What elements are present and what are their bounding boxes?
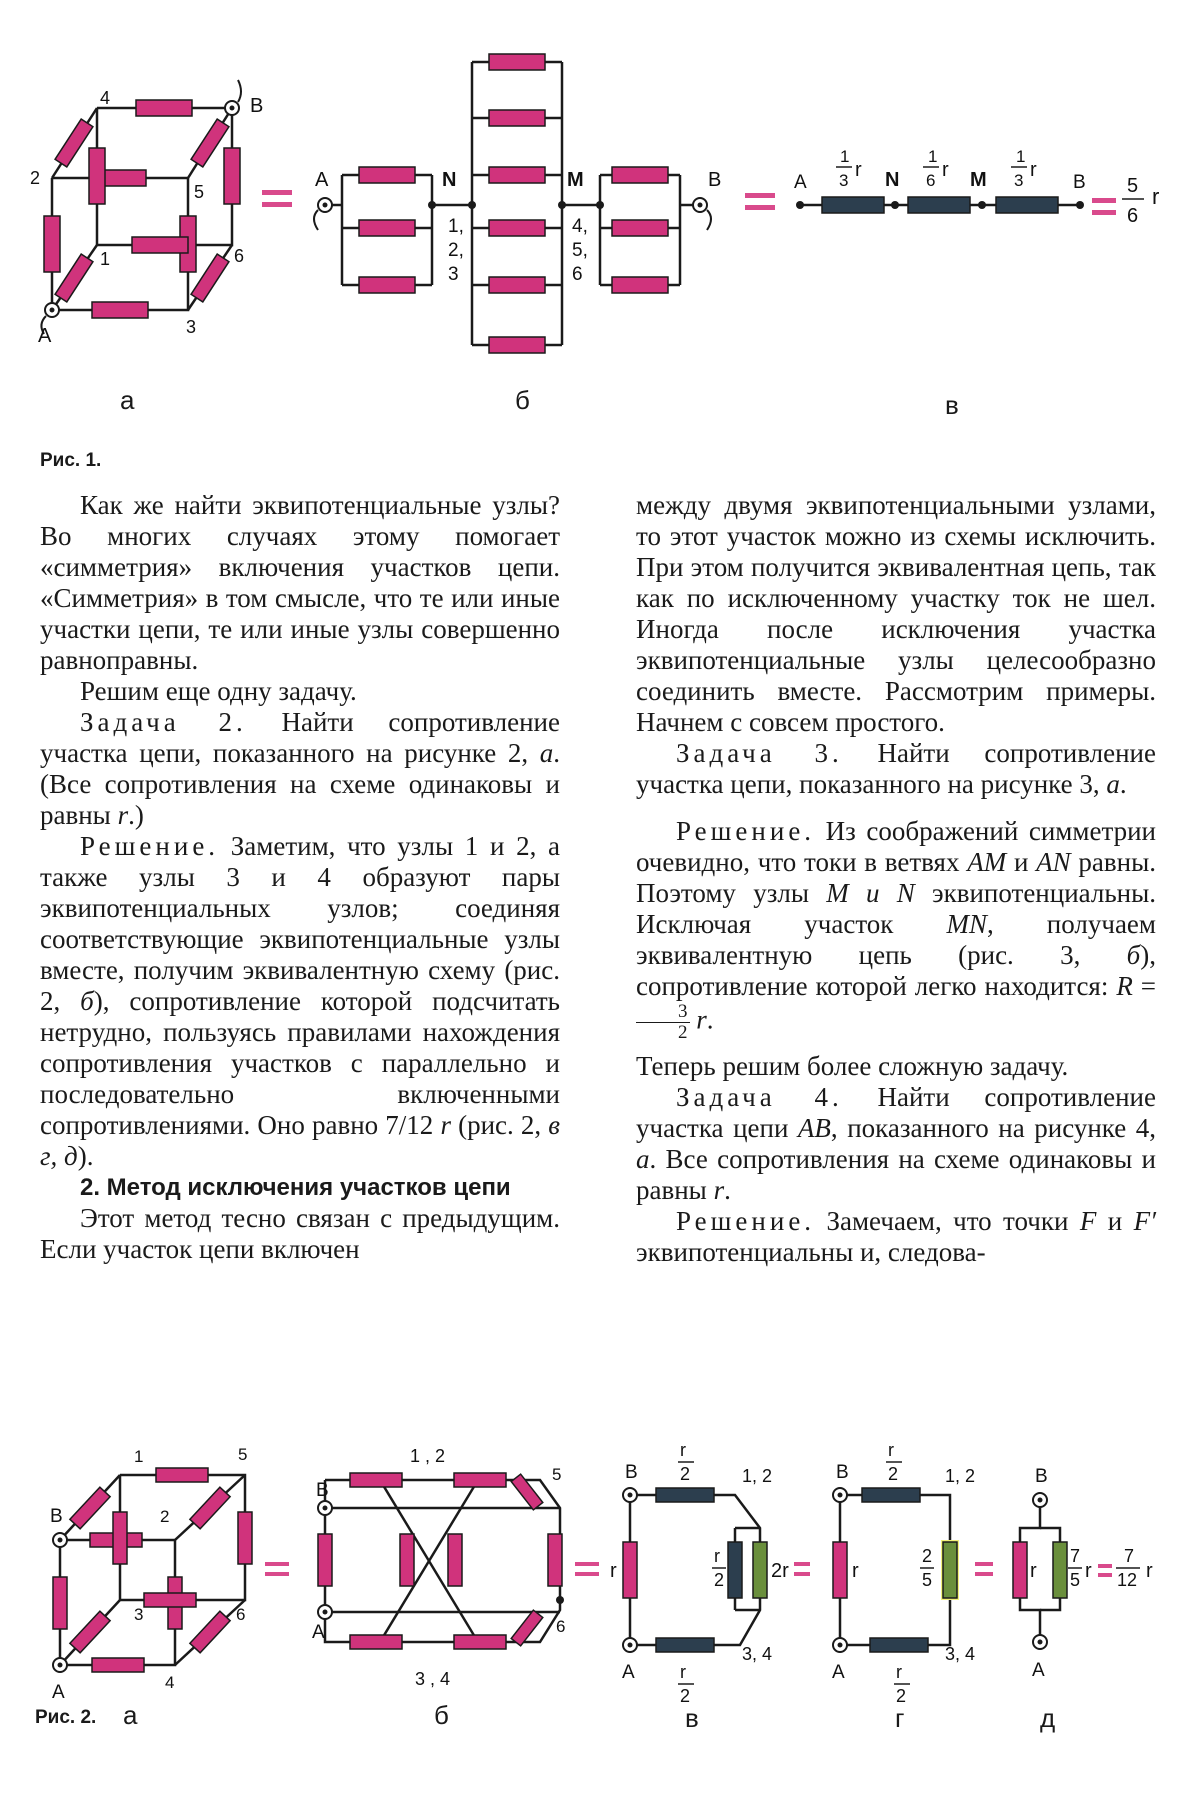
fig2-v-label-r: r (610, 1560, 617, 1582)
fig2-g-label-a: A (832, 1662, 845, 1683)
fig1-circuit-b-resistors (359, 54, 668, 353)
fig2-g-label-34: 3, 4 (945, 1644, 976, 1664)
circuit-v-result-den: 6 (1127, 205, 1139, 227)
fig1-caption: Рис. 1. (40, 450, 102, 471)
fig1-equals-3 (1092, 198, 1116, 215)
fig2-cube-label-6: 6 (236, 1605, 246, 1624)
fig2-cube-label-1: 1 (134, 1447, 144, 1466)
circuit-b-group-m-1: 4, (572, 216, 588, 237)
fig2-cube-label-5: 5 (238, 1445, 248, 1464)
fig2-d-label-a: A (1032, 1660, 1045, 1681)
fig1-cube-resistors (44, 100, 240, 318)
solution-3-text-c: эквипотенциальны. Исключая участок (636, 878, 1157, 939)
task-2-text-d: r (117, 800, 129, 830)
fig1-circuit-b (325, 62, 700, 345)
solution-3-fraction (636, 1002, 690, 1043)
task-4-text-e: r (713, 1175, 725, 1205)
fig2-g-bottom-r: r (896, 1662, 902, 1682)
fig2-d-label-r: r (1030, 1560, 1037, 1582)
fig2-b-label-b: B (316, 1480, 329, 1501)
fig2-panel-label-v: в (685, 1703, 699, 1733)
task-2-text-b: а (539, 738, 554, 768)
figure-2-drawing (0, 1420, 1200, 1720)
fig1-circuit-v (794, 147, 1086, 213)
fig2-v-top-2: 2 (680, 1464, 691, 1484)
fig2-v-label-a: A (622, 1662, 635, 1683)
fig2-equals-4 (975, 1562, 993, 1576)
fig2-g-label-12: 1, 2 (945, 1466, 976, 1486)
task-4-ab: AB (797, 1113, 831, 1143)
cube-label-1: 1 (100, 249, 111, 269)
solution-3-num: 3 (636, 1002, 690, 1023)
cube-label-a: A (38, 325, 52, 347)
fig2-v-bottom-r: r (680, 1662, 686, 1682)
solution-4-and: и (1096, 1206, 1134, 1236)
circuit-v-r3-num: 1 (1016, 147, 1026, 166)
circuit-b-group-m-2: 5, (572, 240, 588, 261)
cube-label-6: 6 (234, 246, 245, 266)
solution-4-text-a: Замечаем, что точки (815, 1206, 1080, 1236)
solution-3-text-e: б (1126, 940, 1141, 970)
circuit-v-label-a: A (794, 172, 807, 193)
left-paragraph-2: Решим еще одну задачу. (80, 676, 357, 706)
fig1-result (1122, 175, 1159, 227)
fig2-panel-label-a: а (123, 1700, 138, 1730)
fig2-g-label-b: B (836, 1462, 849, 1483)
figure-1 (0, 0, 1200, 440)
task-2-label: Задача 2. (80, 707, 247, 737)
cube-label-b: B (250, 95, 264, 117)
fig2-circuit-b-resistors (312, 1446, 565, 1689)
solution-2-text-f: в г, д (40, 1110, 560, 1171)
fig2-d-frac-r: r (1085, 1560, 1092, 1582)
fig2-b-label-5: 5 (552, 1465, 562, 1484)
fig2-cube-label-4: 4 (165, 1673, 175, 1692)
solution-2-fraction: 7/12 (385, 1110, 434, 1140)
fig2-cube-label-3: 3 (134, 1605, 144, 1624)
fig2-g-top-r: r (888, 1440, 894, 1460)
cube-label-2: 2 (30, 168, 41, 188)
solution-4-f2: F′ (1133, 1206, 1156, 1236)
fig2-b-label-6: 6 (556, 1617, 566, 1636)
task-2-text-c: . (Все сопротивления на схеме одинаковы и равны (40, 738, 560, 830)
task-2-text-e: .) (128, 800, 144, 830)
solution-3-am: AM (967, 847, 1007, 877)
task-4-text-a: Найти сопротивление участка цепи (636, 1082, 1156, 1143)
right-paragraph-2 (636, 738, 1156, 800)
fig2-equals-1 (265, 1562, 289, 1576)
fig1-equals-1 (262, 190, 292, 207)
circuit-b-label-m: M (567, 169, 584, 191)
right-paragraph-1: между двумя эквипотенциальными узлами, то этот участок можно из схемы исключить. При этом получится эквивалентная цепь, так как по исключенному участку ток не шел. Иногда после исключения участка эквипотенциальные узлы целесообразно соединить вместе. Рассмотрим примеры. Начнем с совсем простого. (636, 490, 1156, 737)
fig2-equals-2 (575, 1562, 599, 1576)
circuit-v-r2-num: 1 (928, 147, 938, 166)
solution-3-label: Решение. (676, 816, 816, 846)
fig2-v-label-b: B (625, 1462, 638, 1483)
fig2-g-frac-den: 5 (922, 1570, 933, 1590)
left-paragraph-4 (40, 831, 560, 1172)
left-paragraph-3 (40, 707, 560, 831)
fig2-d-result-num: 7 (1124, 1546, 1135, 1566)
fig2-d-frac-num: 7 (1070, 1546, 1081, 1566)
fig2-circuit-v (610, 1440, 789, 1706)
cube-label-3: 3 (186, 317, 197, 337)
cube-label-5: 5 (194, 182, 205, 202)
fig2-v-mid-r: r (714, 1546, 720, 1566)
solution-3-mn: M и N (826, 878, 915, 908)
right-paragraph-3 (636, 816, 1156, 1043)
circuit-b-group-n-3: 3 (448, 264, 459, 285)
fig2-v-top-r: r (680, 1440, 686, 1460)
fig2-panel-label-b: б (434, 1700, 449, 1730)
fig2-d-frac-den: 5 (1070, 1570, 1081, 1590)
solution-2-text-d: r (433, 1110, 451, 1140)
fig2-v-label-12: 1, 2 (742, 1466, 773, 1486)
solution-3-den: 2 (678, 1022, 688, 1043)
left-paragraph-1: Как же найти эквипотенциальные узлы? Во многих случаях этому помогает «симметрия» включения участков цепи. «Симметрия» в том смысле, что те или иные участки цепи, те или иные узлы совершенно равноправны. (40, 490, 560, 675)
solution-3-r-unit: r (689, 1004, 707, 1035)
task-3-label: Задача 3. (676, 738, 843, 768)
circuit-v-r1-r: r (855, 159, 862, 181)
right-paragraph-4: Теперь решим более сложную задачу. (636, 1051, 1069, 1081)
task-4-text-f: . (724, 1175, 731, 1205)
circuit-b-label-a: A (315, 169, 329, 191)
fig2-v-bottom-2: 2 (680, 1686, 691, 1706)
fig2-cube-label-b: B (50, 1506, 63, 1527)
circuit-v-label-n: N (885, 169, 900, 191)
solution-4-label: Решение. (676, 1206, 816, 1236)
fig2-cube-resistors (53, 1468, 252, 1672)
fig2-panel-label-d: д (1040, 1703, 1056, 1733)
circuit-v-r2-den: 6 (926, 171, 936, 190)
fig1-panel-label-b: б (515, 385, 530, 415)
circuit-v-label-b: B (1073, 172, 1086, 193)
circuit-v-r2-r: r (942, 159, 949, 181)
circuit-b-group-n-1: 1, (448, 216, 464, 237)
right-paragraph-5 (636, 1082, 1156, 1206)
solution-2-text-e: (рис. 2, (450, 1110, 549, 1140)
circuit-v-r3-r: r (1030, 159, 1037, 181)
solution-2-label: Решение. (80, 831, 220, 861)
task-4-text-c: а (636, 1144, 650, 1174)
section-heading: 2. Метод исключения участков цепи (80, 1174, 511, 1201)
fig2-d-result-r: r (1146, 1560, 1153, 1582)
fig2-caption: Рис. 2. (35, 1707, 97, 1728)
fig2-circuit-b (325, 1480, 560, 1642)
solution-2-text-g: ). (77, 1141, 94, 1171)
fig2-g-top-2: 2 (888, 1464, 899, 1484)
circuit-b-label-n: N (442, 169, 457, 191)
solution-3-mn2: MN (946, 909, 987, 939)
solution-2-text-a: Заметим, что узлы 1 и 2, а также узлы 3 и 4 образуют пары эквипотенциальных узлов; соединяя соответствующие эквипотенциальные узлы вместе, получим эквивалентную схему (рис. 2, (40, 831, 560, 1016)
fig2-b-label-12: 1 , 2 (410, 1446, 446, 1466)
fig2-panel-label-g: г (895, 1703, 905, 1733)
fig1-equals-2 (745, 193, 775, 210)
fig2-b-label-a: A (312, 1622, 325, 1643)
task-3-text-c: . (1119, 769, 1127, 799)
task-3-text-a: Найти сопротивление участка цепи, показанного на рисунке 3, (636, 738, 1156, 799)
fig2-circuit-g (832, 1440, 975, 1706)
circuit-v-r1-num: 1 (840, 147, 850, 166)
left-paragraph-5: Этот метод тесно связан с предыдущим. Если участок цепи включен (40, 1203, 560, 1264)
cube-label-4: 4 (100, 88, 111, 108)
fig2-cube-label-a: A (52, 1682, 65, 1703)
text-column-right (636, 490, 1156, 1268)
fig2-circuit-d (1013, 1466, 1153, 1681)
solution-4-f: F (1079, 1206, 1097, 1236)
circuit-v-label-m: M (970, 169, 987, 191)
circuit-b-group-n-2: 2, (448, 240, 464, 261)
task-4-text-d: . Все сопротивления на схеме одинаковы и равны (636, 1144, 1156, 1205)
solution-3-an: AN (1036, 847, 1071, 877)
solution-3-dot: . (706, 1004, 714, 1035)
fig2-equals-3 (794, 1562, 810, 1576)
figure-2 (0, 1420, 1200, 1720)
fig2-b-label-34: 3 , 4 (415, 1669, 451, 1689)
solution-3-text-b: равны. Поэтому узлы (636, 847, 1156, 908)
solution-3-and: и (1006, 847, 1037, 877)
fig1-panel-label-v: в (945, 390, 959, 420)
circuit-v-result-r: r (1152, 184, 1160, 209)
solution-3-eq: = (1132, 971, 1156, 1001)
right-paragraph-6 (636, 1206, 1156, 1268)
solution-3-text-f: ), сопротивление которой легко находится: (636, 940, 1156, 1001)
text-column-left (40, 490, 560, 1265)
solution-2-text-c: ), сопротивление которой подсчитать нетрудно, пользуясь правилами нахождения сопротивления участков с параллельно и последовательно включенными сопротивлениями. Оно равно (40, 986, 560, 1140)
task-3-text-b: а (1106, 769, 1120, 799)
solution-4-text-b: эквипотенциальны и, следова- (636, 1237, 986, 1267)
figure-1-drawing (0, 0, 1200, 440)
fig2-g-label-r: r (852, 1560, 859, 1582)
circuit-v-r3-den: 3 (1014, 171, 1024, 190)
fig2-v-label-2r: 2r (771, 1560, 789, 1582)
solution-3-text-a: Из соображений симметрии очевидно, что токи в ветвях (636, 816, 1156, 877)
solution-3-text-d: , получаем эквивалентную цепь (рис. 3, (636, 909, 1156, 970)
solution-3-r: R (1116, 971, 1133, 1001)
task-2-text-a: Найти сопротивление участка цепи, показанного на рисунке 2, (40, 707, 560, 768)
circuit-b-group-m-3: 6 (572, 264, 583, 285)
fig2-v-mid-2: 2 (714, 1570, 725, 1590)
solution-2-text-b: б (80, 986, 94, 1016)
fig2-d-result-den: 12 (1117, 1570, 1138, 1590)
circuit-v-r1-den: 3 (839, 171, 849, 190)
fig2-cube-label-2: 2 (160, 1507, 170, 1526)
fig2-d-label-b: B (1035, 1466, 1048, 1487)
task-4-text-b: , показанного на рисунке 4, (830, 1113, 1156, 1143)
fig2-v-label-34: 3, 4 (742, 1644, 773, 1664)
fig2-g-frac-num: 2 (922, 1546, 933, 1566)
fig1-panel-label-a: а (120, 385, 135, 415)
fig2-g-bottom-2: 2 (896, 1686, 907, 1706)
circuit-b-label-b: B (708, 169, 722, 191)
task-4-label: Задача 4. (676, 1082, 843, 1112)
circuit-v-result-num: 5 (1127, 175, 1139, 197)
